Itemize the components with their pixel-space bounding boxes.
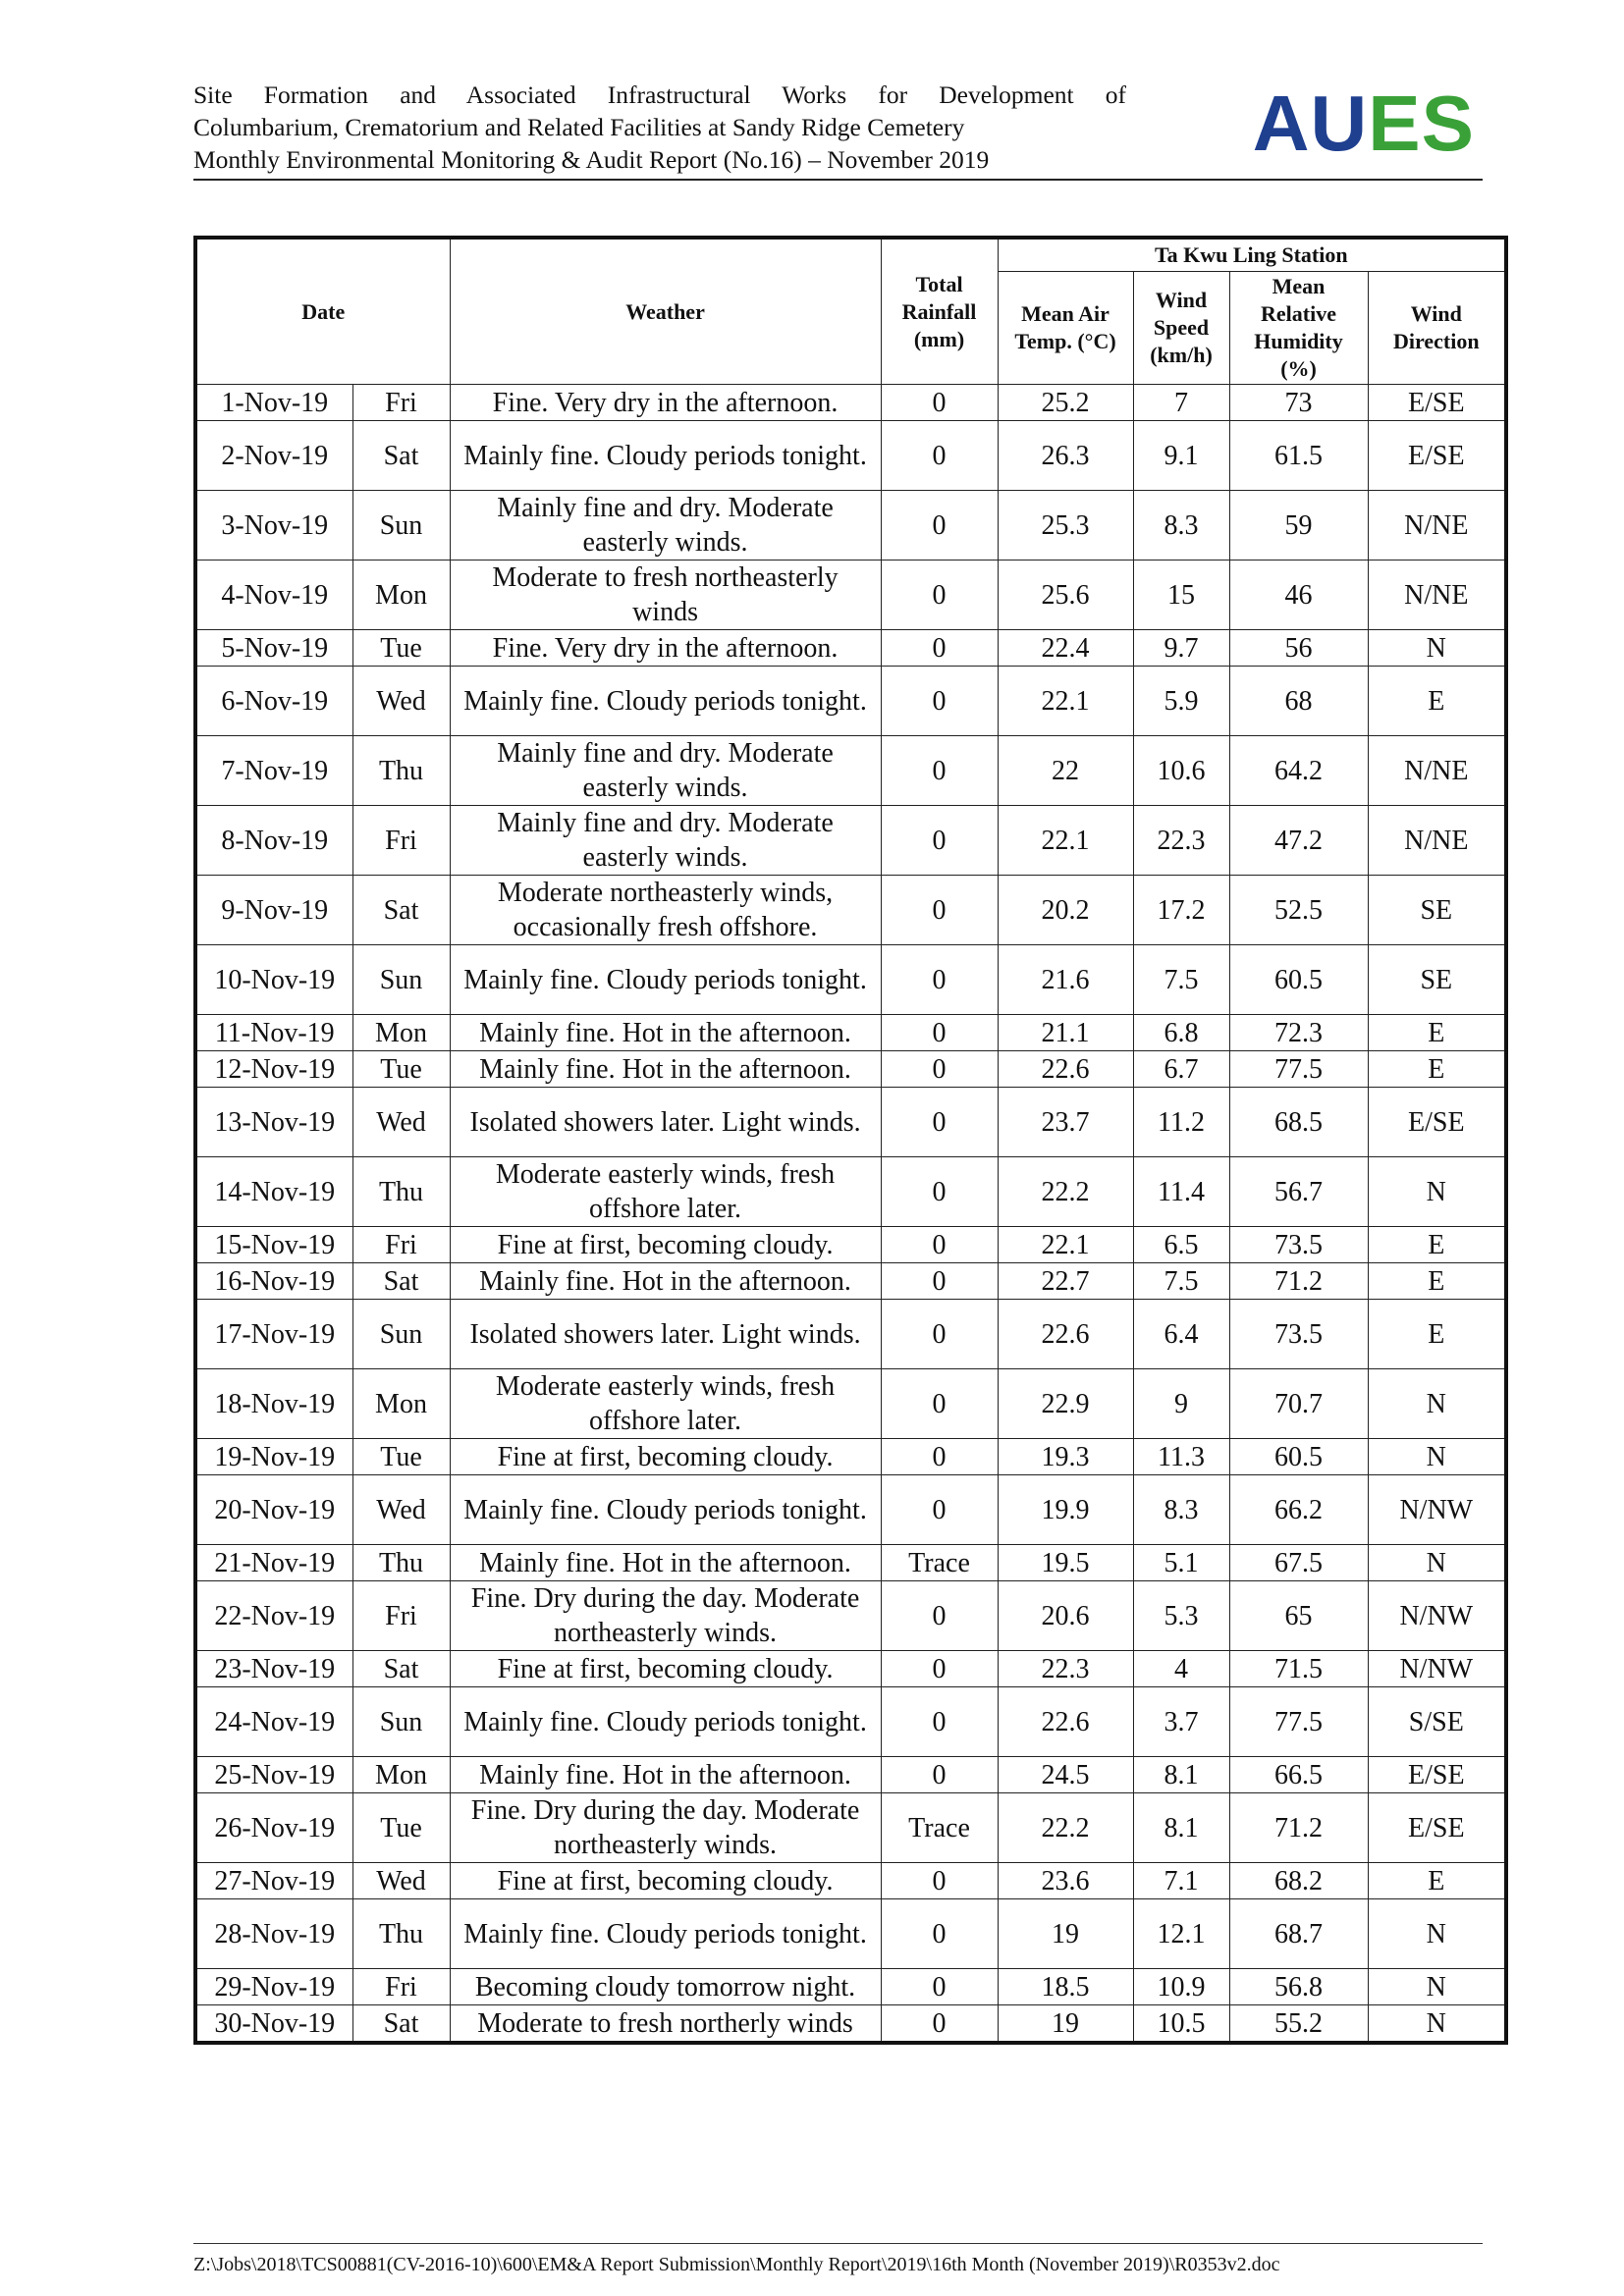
wind-speed-cell: 6.4	[1133, 1300, 1229, 1369]
weather-cell: Becoming cloudy tomorrow night.	[450, 1969, 881, 2005]
wind-speed-cell: 4	[1133, 1651, 1229, 1687]
table-row	[195, 1863, 1506, 1899]
date-cell: 15-Nov-19	[195, 1227, 352, 1263]
wind-direction-cell: N/NW	[1368, 1475, 1506, 1545]
temp-cell: 19	[998, 1899, 1133, 1969]
wind-direction-cell: E/SE	[1368, 1793, 1506, 1863]
rainfall-cell: 0	[881, 1969, 998, 2005]
temp-cell: 23.6	[998, 1863, 1133, 1899]
table-row	[195, 385, 1506, 421]
weather-cell: Mainly fine. Hot in the afternoon.	[450, 1757, 881, 1793]
rainfall-cell: 0	[881, 1227, 998, 1263]
wind-direction-cell: E/SE	[1368, 1088, 1506, 1157]
table-body	[195, 385, 1506, 2044]
rainfall-cell: 0	[881, 1369, 998, 1439]
weather-cell: Fine. Dry during the day. Moderate northeasterly winds.	[450, 1581, 881, 1651]
rainfall-cell: 0	[881, 421, 998, 491]
humidity-cell: 66.5	[1229, 1757, 1368, 1793]
date-cell: 7-Nov-19	[195, 736, 352, 806]
weather-cell: Mainly fine. Cloudy periods tonight.	[450, 1687, 881, 1757]
day-cell: Thu	[352, 1157, 450, 1227]
temp-cell: 24.5	[998, 1757, 1133, 1793]
day-cell: Sat	[352, 2005, 450, 2044]
date-cell: 19-Nov-19	[195, 1439, 352, 1475]
day-cell: Sat	[352, 876, 450, 945]
rainfall-cell: 0	[881, 876, 998, 945]
wind-direction-cell: N	[1368, 1439, 1506, 1475]
weather-table	[193, 236, 1508, 2045]
page-header	[193, 79, 1483, 181]
wind-speed-cell: 8.1	[1133, 1793, 1229, 1863]
weather-cell: Fine at first, becoming cloudy.	[450, 1863, 881, 1899]
humidity-cell: 60.5	[1229, 945, 1368, 1015]
wind-speed-cell: 10.6	[1133, 736, 1229, 806]
wind-direction-cell: E	[1368, 1015, 1506, 1051]
rainfall-cell: 0	[881, 1863, 998, 1899]
rainfall-cell: 0	[881, 491, 998, 561]
date-cell: 28-Nov-19	[195, 1899, 352, 1969]
day-cell: Sun	[352, 491, 450, 561]
wind-direction-cell: SE	[1368, 945, 1506, 1015]
date-cell: 6-Nov-19	[195, 667, 352, 736]
day-cell: Sat	[352, 421, 450, 491]
day-cell: Tue	[352, 1051, 450, 1088]
humidity-cell: 73.5	[1229, 1227, 1368, 1263]
date-cell: 26-Nov-19	[195, 1793, 352, 1863]
day-cell: Sun	[352, 1300, 450, 1369]
weather-cell: Moderate to fresh northerly winds	[450, 2005, 881, 2044]
weather-cell: Mainly fine. Cloudy periods tonight.	[450, 667, 881, 736]
col-header-wind-direction: Wind Direction	[1368, 272, 1506, 385]
table-row	[195, 1899, 1506, 1969]
wind-direction-cell: N	[1368, 1157, 1506, 1227]
table-row	[195, 1475, 1506, 1545]
weather-cell: Fine at first, becoming cloudy.	[450, 1439, 881, 1475]
humidity-cell: 71.2	[1229, 1263, 1368, 1300]
humidity-cell: 47.2	[1229, 806, 1368, 876]
table-row	[195, 1088, 1506, 1157]
rainfall-cell: Trace	[881, 1793, 998, 1863]
date-cell: 18-Nov-19	[195, 1369, 352, 1439]
wind-direction-cell: N/NE	[1368, 736, 1506, 806]
temp-cell: 22.4	[998, 630, 1133, 667]
table-row	[195, 1051, 1506, 1088]
col-header-rainfall: Total Rainfall (mm)	[881, 238, 998, 385]
weather-cell: Mainly fine. Hot in the afternoon.	[450, 1015, 881, 1051]
table-row	[195, 1687, 1506, 1757]
humidity-cell: 77.5	[1229, 1051, 1368, 1088]
wind-direction-cell: N	[1368, 1899, 1506, 1969]
humidity-cell: 71.2	[1229, 1793, 1368, 1863]
weather-cell: Mainly fine and dry. Moderate easterly winds.	[450, 736, 881, 806]
humidity-cell: 68	[1229, 667, 1368, 736]
wind-direction-cell: E	[1368, 1300, 1506, 1369]
wind-speed-cell: 5.1	[1133, 1545, 1229, 1581]
date-cell: 13-Nov-19	[195, 1088, 352, 1157]
temp-cell: 22.3	[998, 1651, 1133, 1687]
wind-speed-cell: 10.5	[1133, 2005, 1229, 2044]
temp-cell: 19.9	[998, 1475, 1133, 1545]
wind-speed-cell: 17.2	[1133, 876, 1229, 945]
humidity-cell: 56	[1229, 630, 1368, 667]
wind-speed-cell: 12.1	[1133, 1899, 1229, 1969]
weather-cell: Mainly fine and dry. Moderate easterly winds.	[450, 806, 881, 876]
weather-cell: Mainly fine. Cloudy periods tonight.	[450, 1899, 881, 1969]
wind-speed-cell: 8.3	[1133, 1475, 1229, 1545]
rainfall-cell: 0	[881, 630, 998, 667]
temp-cell: 22.2	[998, 1793, 1133, 1863]
rainfall-cell: 0	[881, 1581, 998, 1651]
table-row	[195, 1369, 1506, 1439]
weather-cell: Mainly fine. Hot in the afternoon.	[450, 1545, 881, 1581]
humidity-cell: 70.7	[1229, 1369, 1368, 1439]
day-cell: Wed	[352, 1475, 450, 1545]
weather-cell: Moderate to fresh northeasterly winds	[450, 561, 881, 630]
humidity-cell: 56.8	[1229, 1969, 1368, 2005]
temp-cell: 26.3	[998, 421, 1133, 491]
humidity-cell: 71.5	[1229, 1651, 1368, 1687]
weather-cell: Isolated showers later. Light winds.	[450, 1300, 881, 1369]
rainfall-cell: 0	[881, 945, 998, 1015]
day-cell: Tue	[352, 1439, 450, 1475]
wind-direction-cell: E/SE	[1368, 385, 1506, 421]
table-row	[195, 736, 1506, 806]
date-cell: 11-Nov-19	[195, 1015, 352, 1051]
day-cell: Thu	[352, 736, 450, 806]
table-row	[195, 1439, 1506, 1475]
humidity-cell: 59	[1229, 491, 1368, 561]
table-row	[195, 1300, 1506, 1369]
rainfall-cell: 0	[881, 561, 998, 630]
day-cell: Fri	[352, 806, 450, 876]
day-cell: Tue	[352, 1793, 450, 1863]
table-row	[195, 2005, 1506, 2044]
weather-cell: Mainly fine. Cloudy periods tonight.	[450, 1475, 881, 1545]
wind-direction-cell: E	[1368, 1863, 1506, 1899]
wind-direction-cell: N	[1368, 630, 1506, 667]
wind-direction-cell: N/NW	[1368, 1651, 1506, 1687]
day-cell: Wed	[352, 1863, 450, 1899]
temp-cell: 22.9	[998, 1369, 1133, 1439]
wind-speed-cell: 3.7	[1133, 1687, 1229, 1757]
date-cell: 3-Nov-19	[195, 491, 352, 561]
title-line-1: Site Formation and Associated Infrastructural Works for Development of	[193, 80, 1126, 109]
wind-direction-cell: E/SE	[1368, 421, 1506, 491]
wind-direction-cell: N	[1368, 2005, 1506, 2044]
date-cell: 21-Nov-19	[195, 1545, 352, 1581]
temp-cell: 18.5	[998, 1969, 1133, 2005]
rainfall-cell: 0	[881, 2005, 998, 2044]
day-cell: Thu	[352, 1899, 450, 1969]
day-cell: Mon	[352, 1369, 450, 1439]
title-line-2: Columbarium, Crematorium and Related Facilities at Sandy Ridge Cemetery	[193, 113, 965, 141]
temp-cell: 20.2	[998, 876, 1133, 945]
temp-cell: 21.1	[998, 1015, 1133, 1051]
temp-cell: 22.1	[998, 806, 1133, 876]
day-cell: Fri	[352, 1969, 450, 2005]
table-row	[195, 1227, 1506, 1263]
weather-cell: Fine. Very dry in the afternoon.	[450, 630, 881, 667]
wind-direction-cell: SE	[1368, 876, 1506, 945]
humidity-cell: 60.5	[1229, 1439, 1368, 1475]
day-cell: Fri	[352, 1227, 450, 1263]
temp-cell: 22.2	[998, 1157, 1133, 1227]
table-row	[195, 1545, 1506, 1581]
rainfall-cell: 0	[881, 1051, 998, 1088]
table-row	[195, 630, 1506, 667]
temp-cell: 22.7	[998, 1263, 1133, 1300]
temp-cell: 19.3	[998, 1439, 1133, 1475]
date-cell: 14-Nov-19	[195, 1157, 352, 1227]
day-cell: Wed	[352, 1088, 450, 1157]
temp-cell: 21.6	[998, 945, 1133, 1015]
date-cell: 8-Nov-19	[195, 806, 352, 876]
wind-direction-cell: N/NE	[1368, 561, 1506, 630]
date-cell: 25-Nov-19	[195, 1757, 352, 1793]
weather-cell: Moderate easterly winds, fresh offshore later.	[450, 1369, 881, 1439]
temp-cell: 25.2	[998, 385, 1133, 421]
report-title	[193, 79, 1126, 176]
table-row	[195, 1263, 1506, 1300]
rainfall-cell: 0	[881, 736, 998, 806]
day-cell: Sun	[352, 1687, 450, 1757]
date-cell: 4-Nov-19	[195, 561, 352, 630]
wind-speed-cell: 11.2	[1133, 1088, 1229, 1157]
humidity-cell: 65	[1229, 1581, 1368, 1651]
temp-cell: 25.3	[998, 491, 1133, 561]
weather-cell: Fine. Dry during the day. Moderate northeasterly winds.	[450, 1793, 881, 1863]
weather-cell: Fine at first, becoming cloudy.	[450, 1227, 881, 1263]
title-line-3: Monthly Environmental Monitoring & Audit Report (No.16) – November 2019	[193, 145, 990, 174]
weather-cell: Mainly fine. Cloudy periods tonight.	[450, 945, 881, 1015]
rainfall-cell: 0	[881, 667, 998, 736]
aues-logo: AUES	[1252, 80, 1475, 167]
wind-direction-cell: N	[1368, 1545, 1506, 1581]
humidity-cell: 73	[1229, 385, 1368, 421]
table-row	[195, 876, 1506, 945]
temp-cell: 22.6	[998, 1687, 1133, 1757]
temp-cell: 22.6	[998, 1300, 1133, 1369]
humidity-cell: 56.7	[1229, 1157, 1368, 1227]
humidity-cell: 73.5	[1229, 1300, 1368, 1369]
temp-cell: 19.5	[998, 1545, 1133, 1581]
rainfall-cell: 0	[881, 1687, 998, 1757]
day-cell: Mon	[352, 1757, 450, 1793]
wind-speed-cell: 11.4	[1133, 1157, 1229, 1227]
date-cell: 23-Nov-19	[195, 1651, 352, 1687]
table-row	[195, 1757, 1506, 1793]
rainfall-cell: 0	[881, 1899, 998, 1969]
wind-direction-cell: E/SE	[1368, 1757, 1506, 1793]
date-cell: 24-Nov-19	[195, 1687, 352, 1757]
rainfall-cell: 0	[881, 1757, 998, 1793]
date-cell: 20-Nov-19	[195, 1475, 352, 1545]
wind-direction-cell: E	[1368, 1051, 1506, 1088]
wind-direction-cell: N	[1368, 1969, 1506, 2005]
wind-direction-cell: E	[1368, 667, 1506, 736]
humidity-cell: 64.2	[1229, 736, 1368, 806]
day-cell: Mon	[352, 1015, 450, 1051]
day-cell: Fri	[352, 1581, 450, 1651]
wind-direction-cell: N/NE	[1368, 806, 1506, 876]
day-cell: Thu	[352, 1545, 450, 1581]
col-header-weather: Weather	[450, 238, 881, 385]
table-row	[195, 1015, 1506, 1051]
temp-cell: 22.6	[998, 1051, 1133, 1088]
wind-speed-cell: 15	[1133, 561, 1229, 630]
humidity-cell: 55.2	[1229, 2005, 1368, 2044]
station-header: Ta Kwu Ling Station	[998, 238, 1506, 272]
table-row	[195, 491, 1506, 561]
wind-direction-cell: S/SE	[1368, 1687, 1506, 1757]
humidity-cell: 46	[1229, 561, 1368, 630]
date-cell: 30-Nov-19	[195, 2005, 352, 2044]
wind-speed-cell: 7	[1133, 385, 1229, 421]
day-cell: Tue	[352, 630, 450, 667]
humidity-cell: 77.5	[1229, 1687, 1368, 1757]
table-row	[195, 667, 1506, 736]
wind-speed-cell: 22.3	[1133, 806, 1229, 876]
wind-speed-cell: 7.5	[1133, 1263, 1229, 1300]
humidity-cell: 67.5	[1229, 1545, 1368, 1581]
rainfall-cell: 0	[881, 1300, 998, 1369]
table-row	[195, 1157, 1506, 1227]
rainfall-cell: 0	[881, 1439, 998, 1475]
wind-speed-cell: 5.3	[1133, 1581, 1229, 1651]
file-path-footer: Z:\Jobs\2018\TCS00881(CV-2016-10)\600\EM&A Report Submission\Monthly Report\2019\16th Month (November 2019)\R0353v2.doc	[193, 2243, 1483, 2276]
temp-cell: 25.6	[998, 561, 1133, 630]
weather-cell: Mainly fine and dry. Moderate easterly winds.	[450, 491, 881, 561]
date-cell: 1-Nov-19	[195, 385, 352, 421]
wind-direction-cell: E	[1368, 1263, 1506, 1300]
wind-speed-cell: 6.7	[1133, 1051, 1229, 1088]
wind-speed-cell: 9.7	[1133, 630, 1229, 667]
humidity-cell: 68.5	[1229, 1088, 1368, 1157]
weather-cell: Fine at first, becoming cloudy.	[450, 1651, 881, 1687]
date-cell: 10-Nov-19	[195, 945, 352, 1015]
temp-cell: 22.1	[998, 667, 1133, 736]
temp-cell: 22	[998, 736, 1133, 806]
wind-direction-cell: E	[1368, 1227, 1506, 1263]
wind-speed-cell: 7.5	[1133, 945, 1229, 1015]
wind-speed-cell: 5.9	[1133, 667, 1229, 736]
wind-speed-cell: 9	[1133, 1369, 1229, 1439]
day-cell: Fri	[352, 385, 450, 421]
wind-speed-cell: 9.1	[1133, 421, 1229, 491]
col-header-humidity: Mean Relative Humidity (%)	[1229, 272, 1368, 385]
table-row	[195, 945, 1506, 1015]
table-row	[195, 1969, 1506, 2005]
rainfall-cell: 0	[881, 1263, 998, 1300]
wind-direction-cell: N	[1368, 1369, 1506, 1439]
temp-cell: 19	[998, 2005, 1133, 2044]
table-row	[195, 806, 1506, 876]
humidity-cell: 68.2	[1229, 1863, 1368, 1899]
date-cell: 22-Nov-19	[195, 1581, 352, 1651]
col-header-temp: Mean Air Temp. (°C)	[998, 272, 1133, 385]
wind-speed-cell: 8.3	[1133, 491, 1229, 561]
table-row	[195, 1581, 1506, 1651]
rainfall-cell: 0	[881, 1015, 998, 1051]
day-cell: Wed	[352, 667, 450, 736]
humidity-cell: 61.5	[1229, 421, 1368, 491]
date-cell: 9-Nov-19	[195, 876, 352, 945]
wind-speed-cell: 10.9	[1133, 1969, 1229, 2005]
table-row	[195, 421, 1506, 491]
date-cell: 16-Nov-19	[195, 1263, 352, 1300]
day-cell: Sun	[352, 945, 450, 1015]
day-cell: Sat	[352, 1263, 450, 1300]
weather-cell: Mainly fine. Hot in the afternoon.	[450, 1051, 881, 1088]
humidity-cell: 68.7	[1229, 1899, 1368, 1969]
date-cell: 5-Nov-19	[195, 630, 352, 667]
rainfall-cell: 0	[881, 385, 998, 421]
rainfall-cell: 0	[881, 1651, 998, 1687]
rainfall-cell: Trace	[881, 1545, 998, 1581]
wind-speed-cell: 7.1	[1133, 1863, 1229, 1899]
weather-cell: Mainly fine. Cloudy periods tonight.	[450, 421, 881, 491]
temp-cell: 22.1	[998, 1227, 1133, 1263]
wind-speed-cell: 11.3	[1133, 1439, 1229, 1475]
date-cell: 27-Nov-19	[195, 1863, 352, 1899]
temp-cell: 20.6	[998, 1581, 1133, 1651]
date-cell: 29-Nov-19	[195, 1969, 352, 2005]
day-cell: Mon	[352, 561, 450, 630]
humidity-cell: 52.5	[1229, 876, 1368, 945]
wind-direction-cell: N/NE	[1368, 491, 1506, 561]
col-header-date: Date	[195, 238, 450, 385]
rainfall-cell: 0	[881, 1088, 998, 1157]
rainfall-cell: 0	[881, 806, 998, 876]
humidity-cell: 72.3	[1229, 1015, 1368, 1051]
weather-cell: Moderate easterly winds, fresh offshore later.	[450, 1157, 881, 1227]
temp-cell: 23.7	[998, 1088, 1133, 1157]
date-cell: 12-Nov-19	[195, 1051, 352, 1088]
date-cell: 2-Nov-19	[195, 421, 352, 491]
rainfall-cell: 0	[881, 1475, 998, 1545]
date-cell: 17-Nov-19	[195, 1300, 352, 1369]
weather-cell: Isolated showers later. Light winds.	[450, 1088, 881, 1157]
wind-speed-cell: 6.5	[1133, 1227, 1229, 1263]
humidity-cell: 66.2	[1229, 1475, 1368, 1545]
weather-cell: Moderate northeasterly winds, occasionally fresh offshore.	[450, 876, 881, 945]
table-row	[195, 1793, 1506, 1863]
weather-cell: Fine. Very dry in the afternoon.	[450, 385, 881, 421]
wind-speed-cell: 8.1	[1133, 1757, 1229, 1793]
table-row	[195, 561, 1506, 630]
rainfall-cell: 0	[881, 1157, 998, 1227]
weather-cell: Mainly fine. Hot in the afternoon.	[450, 1263, 881, 1300]
col-header-wind-speed: Wind Speed (km/h)	[1133, 272, 1229, 385]
day-cell: Sat	[352, 1651, 450, 1687]
wind-speed-cell: 6.8	[1133, 1015, 1229, 1051]
wind-direction-cell: N/NW	[1368, 1581, 1506, 1651]
table-row	[195, 1651, 1506, 1687]
